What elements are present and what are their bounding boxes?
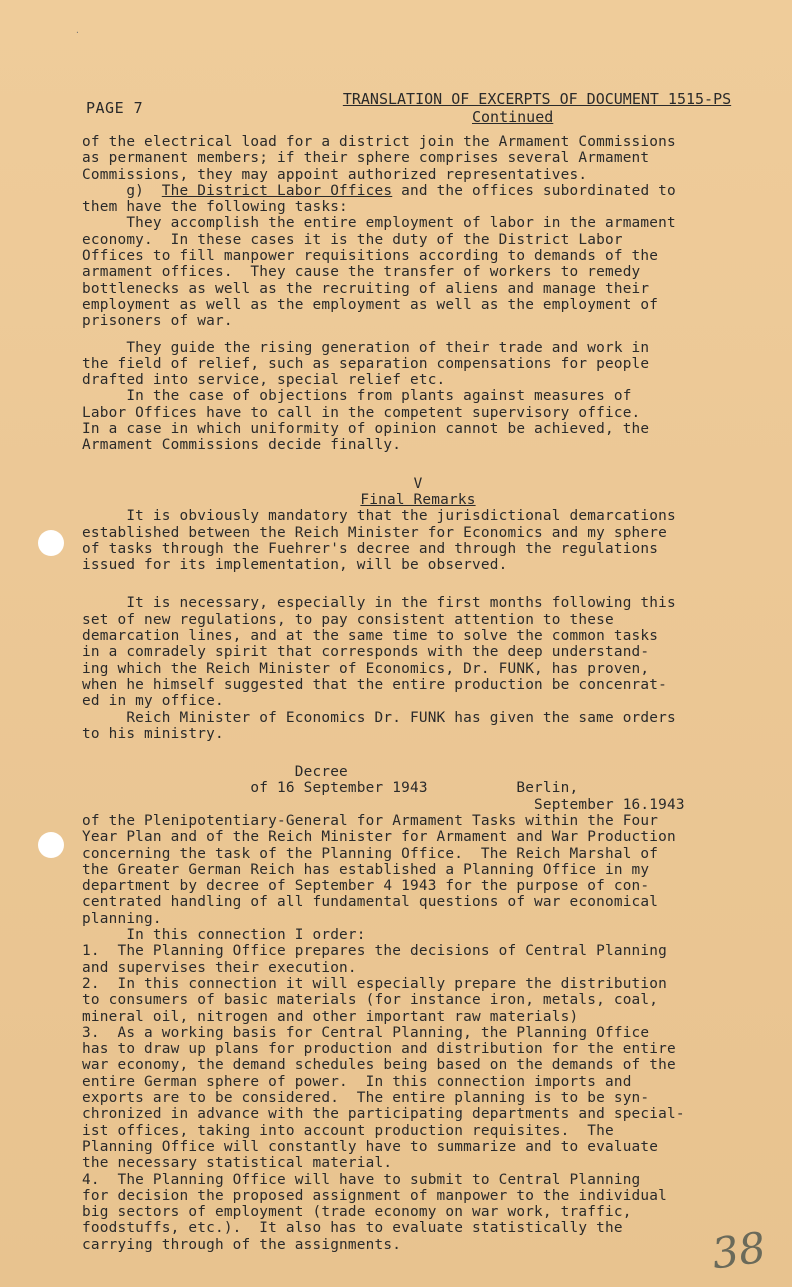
- document-title: [322, 90, 752, 126]
- text-line: has to draw up plans for production and distribution for the entire: [82, 1041, 676, 1058]
- title-line-1: TRANSLATION OF EXCERPTS OF DOCUMENT 1515-PS: [342, 90, 732, 108]
- text-line: drafted into service, special relief etc.: [82, 372, 446, 389]
- text-line: In the case of objections from plants against measures of: [82, 388, 632, 405]
- text-line: when he himself suggested that the entire production be concenrat-: [82, 676, 668, 693]
- paragraph-8: [82, 813, 754, 927]
- text-line: Decree: [82, 764, 348, 781]
- text-line: bottlenecks as well as the recruiting of aliens and manage their: [82, 280, 650, 297]
- text-line: issued for its implementation, will be observed.: [82, 557, 508, 574]
- text-line: chronized in advance with the participating departments and special-: [82, 1106, 685, 1123]
- text-line: Offices to fill manpower requisitions according to demands of the: [82, 248, 659, 265]
- punch-hole-upper: [38, 530, 64, 556]
- text-line: They guide the rising generation of their trade and work in: [82, 339, 650, 356]
- text-line: foodstuffs, etc.). It also has to evaluate statistically the: [82, 1220, 623, 1237]
- text-line: of tasks through the Fuehrer's decree and through the regulations: [82, 540, 659, 557]
- text-line: Planning Office will constantly have to summarize and to evaluate: [82, 1138, 659, 1155]
- text-line: prisoners of war.: [82, 313, 233, 330]
- text-line: ing which the Reich Minister of Economics, Dr. FUNK, has proven,: [82, 660, 650, 677]
- text-line: 2. In this connection it will especially prepare the distribution: [82, 975, 668, 992]
- document-body: [82, 134, 754, 1253]
- text-line: set of new regulations, to pay consistent attention to these: [82, 611, 614, 628]
- page-label: PAGE 7: [86, 99, 144, 117]
- text-line: planning.: [82, 910, 162, 927]
- text-line: the field of relief, such as separation compensations for people: [82, 355, 650, 372]
- text-line: In a case in which uniformity of opinion cannot be achieved, the: [82, 421, 650, 438]
- text-line: Reich Minister of Economics Dr. FUNK has given the same orders: [82, 709, 676, 726]
- paragraph-5: [82, 508, 754, 573]
- text-line: demarcation lines, and at the same time to solve the common tasks: [82, 628, 659, 645]
- text-line: war economy, the demand schedules being based on the demands of the: [82, 1057, 676, 1074]
- text-line: in a comradely spirit that corresponds with the deep understand-: [82, 644, 650, 661]
- paragraph-4: [82, 388, 754, 453]
- text-line: September 16.1943: [82, 796, 685, 813]
- text-line: armament offices. They cause the transfer of workers to remedy: [82, 264, 641, 281]
- text-line: 1. The Planning Office prepares the decisions of Central Planning: [82, 943, 668, 960]
- paragraph-6: [82, 595, 754, 709]
- text-line: Labor Offices have to call in the competent supervisory office.: [82, 404, 641, 421]
- text-line: ist offices, taking into account production requisites. The: [82, 1122, 614, 1139]
- paragraph-2: [82, 215, 754, 329]
- text-line: employment as well as the employment as well as the employment of: [82, 296, 659, 313]
- text-line: the Greater German Reich has established a Planning Office in my: [82, 861, 650, 878]
- text-line: They accomplish the entire employment of labor in the armament: [82, 215, 676, 232]
- text-line: carrying through of the assignments.: [82, 1236, 402, 1253]
- text-line: to his ministry.: [82, 725, 224, 742]
- subsection-g-line2: them have the following tasks:: [82, 199, 348, 216]
- decree-heading: [82, 764, 754, 813]
- text-line: 3. As a working basis for Central Planning, the Planning Office: [82, 1024, 650, 1041]
- title-line-2: Continued: [472, 108, 554, 126]
- paragraph-3: [82, 340, 754, 389]
- text-line: of 16 September 1943 Berlin,: [82, 780, 579, 797]
- text-line: concerning the task of the Planning Office. The Reich Marshal of: [82, 845, 659, 862]
- paragraph-7: [82, 710, 754, 743]
- paper-speck: ·: [75, 28, 80, 37]
- text-line: exports are to be considered. The entire planning is to be syn-: [82, 1090, 650, 1107]
- handwritten-page-number: 38: [708, 1222, 769, 1279]
- paragraph-9-orders: [82, 927, 754, 1253]
- text-line: for decision the proposed assignment of manpower to the individual: [82, 1187, 668, 1204]
- text-line: mineral oil, nitrogen and other important raw materials): [82, 1008, 579, 1025]
- text-line: Year Plan and of the Reich Minister for Armament and War Production: [82, 829, 676, 846]
- text-line: department by decree of September 4 1943 for the purpose of con-: [82, 878, 650, 895]
- section-title: Final Remarks: [360, 491, 476, 508]
- text-line: entire German sphere of power. In this connection imports and: [82, 1073, 632, 1090]
- section-number: V: [413, 475, 423, 492]
- text-line: centrated handling of all fundamental questions of war economical: [82, 894, 659, 911]
- text-line: of the Plenipotentiary-General for Armament Tasks within the Four: [82, 812, 659, 829]
- district-labor-offices-heading: The District Labor Offices: [161, 182, 393, 199]
- text-line: established between the Reich Minister for Economics and my sphere: [82, 524, 668, 541]
- text-line: ed in my office.: [82, 693, 224, 710]
- subsection-g-heading: g) The District Labor Offices and the offices subordinated to: [82, 182, 676, 199]
- text-line: It is obviously mandatory that the jurisdictional demarcations: [82, 508, 676, 525]
- text-line: 4. The Planning Office will have to submit to Central Planning: [82, 1171, 641, 1188]
- text-line: and supervises their execution.: [82, 959, 357, 976]
- text-line: the necessary statistical material.: [82, 1155, 393, 1172]
- paragraph-1: [82, 134, 754, 183]
- text-line: In this connection I order:: [82, 927, 366, 944]
- text-line: economy. In these cases it is the duty of the District Labor: [82, 231, 623, 248]
- text-line: Commissions, they may appoint authorized representatives.: [82, 166, 588, 183]
- text-line: of the electrical load for a district join the Armament Commissions: [82, 134, 676, 150]
- text-line: It is necessary, especially in the first months following this: [82, 595, 676, 612]
- punch-hole-lower: [38, 832, 64, 858]
- text-line: Armament Commissions decide finally.: [82, 437, 402, 454]
- text-line: as permanent members; if their sphere comprises several Armament: [82, 150, 650, 167]
- text-line: big sectors of employment (trade economy on war work, traffic,: [82, 1204, 632, 1221]
- text-line: to consumers of basic materials (for instance iron, metals, coal,: [82, 992, 659, 1009]
